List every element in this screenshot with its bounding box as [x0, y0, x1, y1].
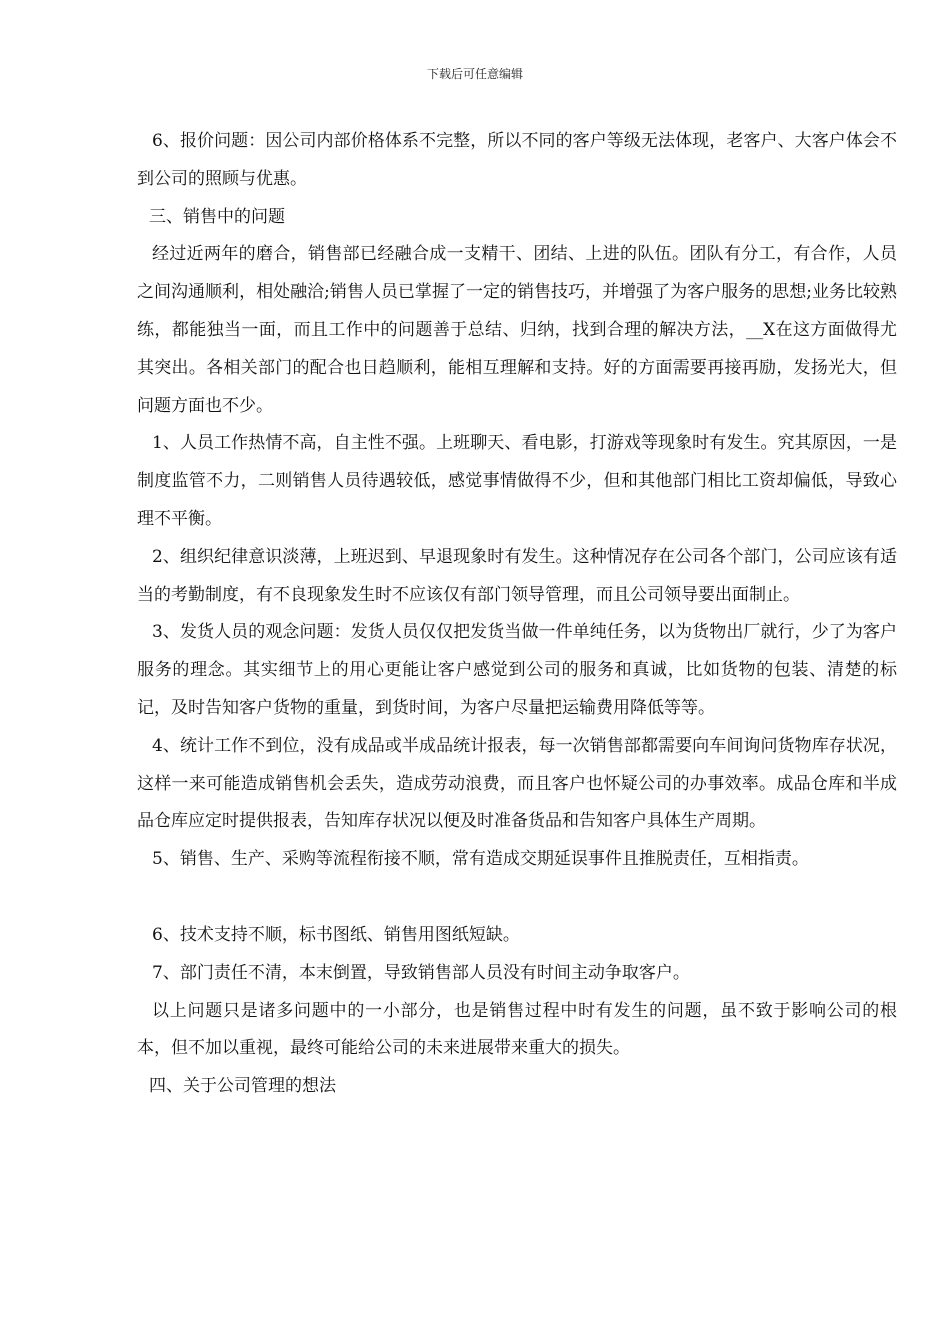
- paragraph-summary: 以上问题只是诸多问题中的一小部分，也是销售过程中时有发生的问题，虽不致于影响公司的根本，但不加以重视，最终可能给公司的未来进展带来重大的损失。: [137, 1000, 897, 1059]
- page-header-note: 下载后可任意编辑: [426, 67, 523, 81]
- paragraph-issue-2: 2、组织纪律意识淡薄，上班迟到、早退现象时有发生。这种情况存在公司各个部门，公司应该有适当的考勤制度，有不良现象发生时不应该仅有部门领导管理，而且公司领导要出面制止。: [137, 546, 897, 605]
- section-heading-sales-issues: 三、销售中的问题: [149, 206, 285, 227]
- paragraph-team-overview: 经过近两年的磨合，销售部已经融合成一支精干、团结、上进的队伍。团队有分工，有合作，人员之间沟通顺利，相处融洽;销售人员已掌握了一定的销售技巧，并增强了为客户服务的思想;业务比较熟练，都能独当一面，而且工作中的问题善于总结、归纳，找到合理的解决方法，__X在这方面做得尤其突出。各相关部门的配合也日趋顺利，能相互理解和支持。好的方面需要再接再励，发扬光大，但问题方面也不少。: [137, 244, 897, 416]
- section-heading-management: 四、关于公司管理的想法: [149, 1076, 336, 1097]
- paragraph-issue-5: 5、销售、生产、采购等流程衔接不顺，常有造成交期延误事件且推脱责任，互相指责。: [152, 849, 809, 870]
- paragraph-issue-6: 6、技术支持不顺，标书图纸、销售用图纸短缺。: [152, 924, 520, 945]
- document-body: [137, 123, 897, 1106]
- paragraph-issue-1: 1、人员工作热情不高，自主性不强。上班聊天、看电影，打游戏等现象时有发生。究其原因，一是制度监管不力，二则销售人员待遇较低，感觉事情做得不少，但和其他部门相比工资却偏低，导致心理不平衡。: [137, 433, 897, 529]
- paragraph-issue-3: 3、发货人员的观念问题：发货人员仅仅把发货当做一件单纯任务，以为货物出厂就行，少了为客户服务的理念。其实细节上的用心更能让客户感觉到公司的服务和真诚，比如货物的包装、清楚的标记，及时告知客户货物的重量，到货时间，为客户尽量把运输费用降低等等。: [137, 622, 897, 718]
- paragraph-issue-7: 7、部门责任不清，本末倒置，导致销售部人员没有时间主动争取客户。: [152, 962, 690, 983]
- paragraph-pricing-issue: 6、报价问题：因公司内部价格体系不完整，所以不同的客户等级无法体现，老客户、大客户体会不到公司的照顾与优惠。: [137, 131, 897, 189]
- paragraph-issue-4: 4、统计工作不到位，没有成品或半成品统计报表，每一次销售部都需要向车间询问货物库存状况，这样一来可能造成销售机会丢失，造成劳动浪费，而且客户也怀疑公司的办事效率。成品仓库和半成品仓库应定时提供报表，告知库存状况以便及时准备货品和告知客户具体生产周期。: [137, 735, 897, 832]
